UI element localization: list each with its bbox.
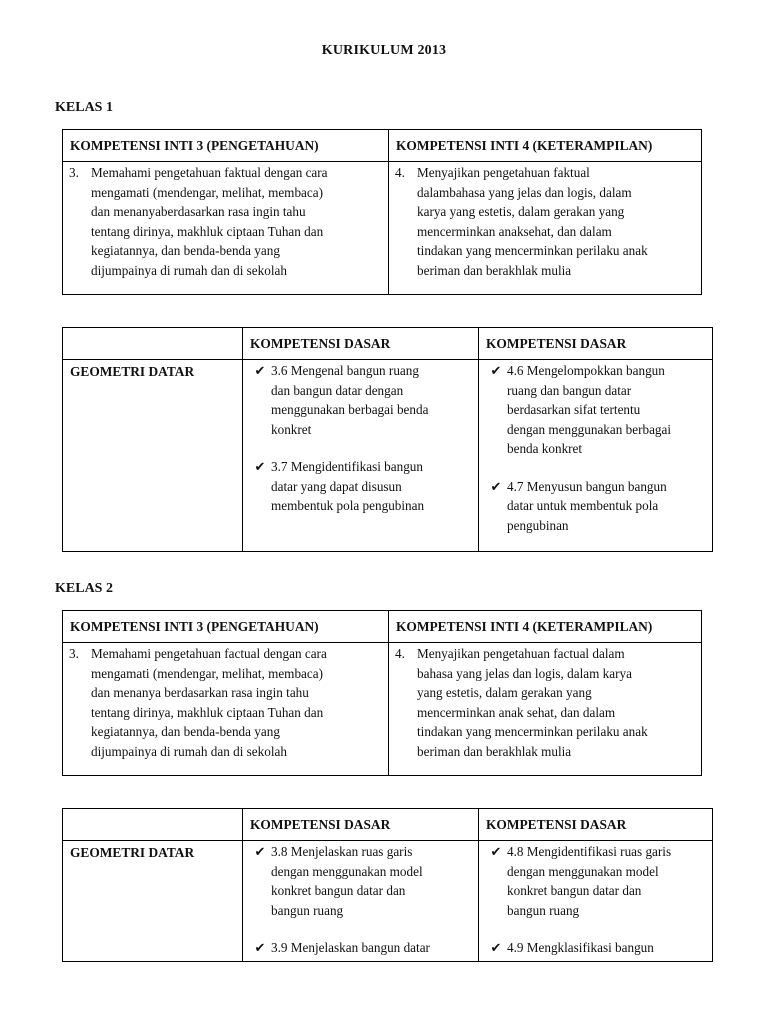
item-spacer [243, 920, 478, 938]
ki3-header: KOMPETENSI INTI 3 (PENGETAHUAN) [63, 611, 389, 643]
text-line: dan menanyaberdasarkan rasa ingin tahu [91, 204, 306, 219]
kd-list-item [479, 842, 712, 920]
text-line: pengubinan [507, 517, 569, 533]
checkmark-icon: ✔ [490, 363, 502, 378]
text-line: 4.7 Menyusun bangun bangun [507, 478, 667, 494]
text-line: dijumpainya di rumah dan di sekolah [91, 743, 287, 759]
checkmark-icon: ✔ [254, 940, 266, 955]
checkmark-icon: ✔ [490, 844, 502, 859]
text-line: mencerminkan anak sehat, dan dalam [417, 704, 616, 720]
text-line: berdasarkan sifat tertentu [507, 402, 641, 417]
item-number: 4. [395, 646, 405, 661]
competency-text [417, 163, 701, 280]
kd-text [507, 477, 706, 536]
checkmark-icon: ✔ [254, 844, 266, 859]
checkmark-icon: ✔ [490, 478, 502, 494]
topic-label: GEOMETRI DATAR [63, 841, 243, 962]
ki4-header: KOMPETENSI INTI 4 (KETERAMPILAN) [389, 130, 702, 162]
text-line: Memahami pengetahuan faktual dengan cara [91, 165, 328, 180]
text-line: tindakan yang mencerminkan perilaku anak [417, 243, 648, 258]
kd-blank-header [63, 328, 243, 360]
text-line: menggunakan berbagai benda [271, 402, 429, 417]
text-line: Memahami pengetahuan factual dengan cara [91, 646, 327, 661]
checkmark-icon: ✔ [490, 940, 502, 955]
checkmark-icon: ✔ [254, 459, 266, 474]
kd-list-item [479, 477, 712, 536]
text-line: 3.7 Mengidentifikasi bangun [271, 459, 423, 474]
item-number: 4. [395, 165, 405, 180]
kelas-2-ki-table [62, 610, 702, 776]
ki3-cell [63, 643, 389, 776]
text-line: benda konkret [507, 441, 583, 456]
text-line: datar yang dapat disusun [271, 478, 402, 494]
kelas-2-kd-table [62, 808, 713, 962]
ki3-cell [63, 162, 389, 295]
text-line: dengan menggunakan model [271, 863, 423, 879]
ki3-header: KOMPETENSI INTI 3 (PENGETAHUAN) [63, 130, 389, 162]
text-line: dan bangun datar dengan [271, 382, 404, 398]
document-title: KURIKULUM 2013 [321, 43, 447, 58]
text-line: konkret bangun datar dan [271, 883, 406, 898]
item-spacer [479, 920, 712, 938]
kd-text [271, 457, 472, 516]
text-line: ruang dan bangun datar [507, 382, 632, 398]
text-line: datar untuk membentuk pola [507, 498, 659, 513]
kd-blank-header [63, 809, 243, 841]
checkmark-icon: ✔ [254, 363, 266, 378]
competency-text [91, 163, 388, 280]
text-line: karya yang estetis, dalam gerakan yang [417, 204, 625, 219]
text-line: bangun ruang [507, 902, 580, 918]
kd3-header: KOMPETENSI DASAR [243, 328, 479, 360]
kelas-1-ki-table [62, 129, 702, 295]
competency-text [91, 644, 388, 761]
kelas-1-kd-table [62, 327, 713, 552]
kd4-header: KOMPETENSI DASAR [479, 809, 713, 841]
text-line: tentang dirinya, makhluk ciptaan Tuhan dan [91, 704, 324, 720]
text-line: 4.6 Mengelompokkan bangun [507, 363, 665, 378]
text-line: tindakan yang mencerminkan perilaku anak [417, 724, 648, 739]
kd-list-item [243, 938, 478, 958]
kd3-header: KOMPETENSI DASAR [243, 809, 479, 841]
kd-list-item [479, 361, 712, 459]
kd4-header: KOMPETENSI DASAR [479, 328, 713, 360]
competency-text [417, 644, 701, 761]
item-number: 3. [69, 646, 79, 661]
ki4-header: KOMPETENSI INTI 4 (KETERAMPILAN) [389, 611, 702, 643]
text-line: beriman dan berakhlak mulia [417, 743, 572, 759]
topic-label: GEOMETRI DATAR [63, 360, 243, 552]
text-line: konkret [271, 421, 312, 437]
text-line: beriman dan berakhlak mulia [417, 262, 572, 278]
kd-text [271, 938, 472, 958]
text-line: konkret bangun datar dan [507, 883, 642, 898]
text-line: dalambahasa yang jelas dan logis, dalam [417, 184, 632, 200]
ki4-cell [389, 162, 702, 295]
text-line: 4.8 Mengidentifikasi ruas garis [507, 844, 672, 859]
item-spacer [243, 439, 478, 457]
text-line: 3.9 Menjelaskan bangun datar [271, 940, 430, 955]
text-line: Menyajikan pengetahuan factual dalam [417, 646, 625, 661]
kelas-1-heading: KELAS 1 [55, 100, 113, 115]
text-line: mencerminkan anaksehat, dan dalam [417, 223, 612, 239]
text-line: yang estetis, dalam gerakan yang [417, 685, 592, 700]
kd4-cell [479, 841, 713, 962]
text-line: dan menanya berdasarkan rasa ingin tahu [91, 685, 309, 700]
item-spacer [479, 459, 712, 477]
item-number: 3. [69, 165, 79, 180]
kd-list-item [243, 361, 478, 439]
kd-list-item [243, 457, 478, 516]
text-line: Menyajikan pengetahuan faktual [417, 165, 590, 180]
text-line: kegiatannya, dan benda-benda yang [91, 243, 280, 258]
text-line: kegiatannya, dan benda-benda yang [91, 724, 280, 739]
kd-text [271, 842, 472, 920]
kd-text [507, 938, 706, 958]
kd3-cell [243, 841, 479, 962]
text-line: dengan menggunakan berbagai [507, 421, 672, 437]
kd4-cell [479, 360, 713, 552]
kd-text [507, 842, 706, 920]
kd-text [507, 361, 706, 459]
text-line: bahasa yang jelas dan logis, dalam karya [417, 665, 632, 681]
text-line: bangun ruang [271, 902, 344, 918]
kd-text [271, 361, 472, 439]
text-line: tentang dirinya, makhluk ciptaan Tuhan dan [91, 223, 324, 239]
text-line: mengamati (mendengar, melihat, membaca) [91, 184, 323, 200]
text-line: mengamati (mendengar, melihat, membaca) [91, 665, 323, 681]
ki4-cell [389, 643, 702, 776]
kd-list-item [243, 842, 478, 920]
kelas-2-heading: KELAS 2 [55, 581, 113, 596]
text-line: dijumpainya di rumah dan di sekolah [91, 262, 287, 278]
text-line: 3.6 Mengenal bangun ruang [271, 363, 419, 378]
kd-list-item [479, 938, 712, 958]
text-line: membentuk pola pengubinan [271, 498, 425, 513]
text-line: dengan menggunakan model [507, 863, 659, 879]
kd3-cell [243, 360, 479, 552]
text-line: 4.9 Mengklasifikasi bangun [507, 940, 654, 955]
text-line: 3.8 Menjelaskan ruas garis [271, 844, 413, 859]
